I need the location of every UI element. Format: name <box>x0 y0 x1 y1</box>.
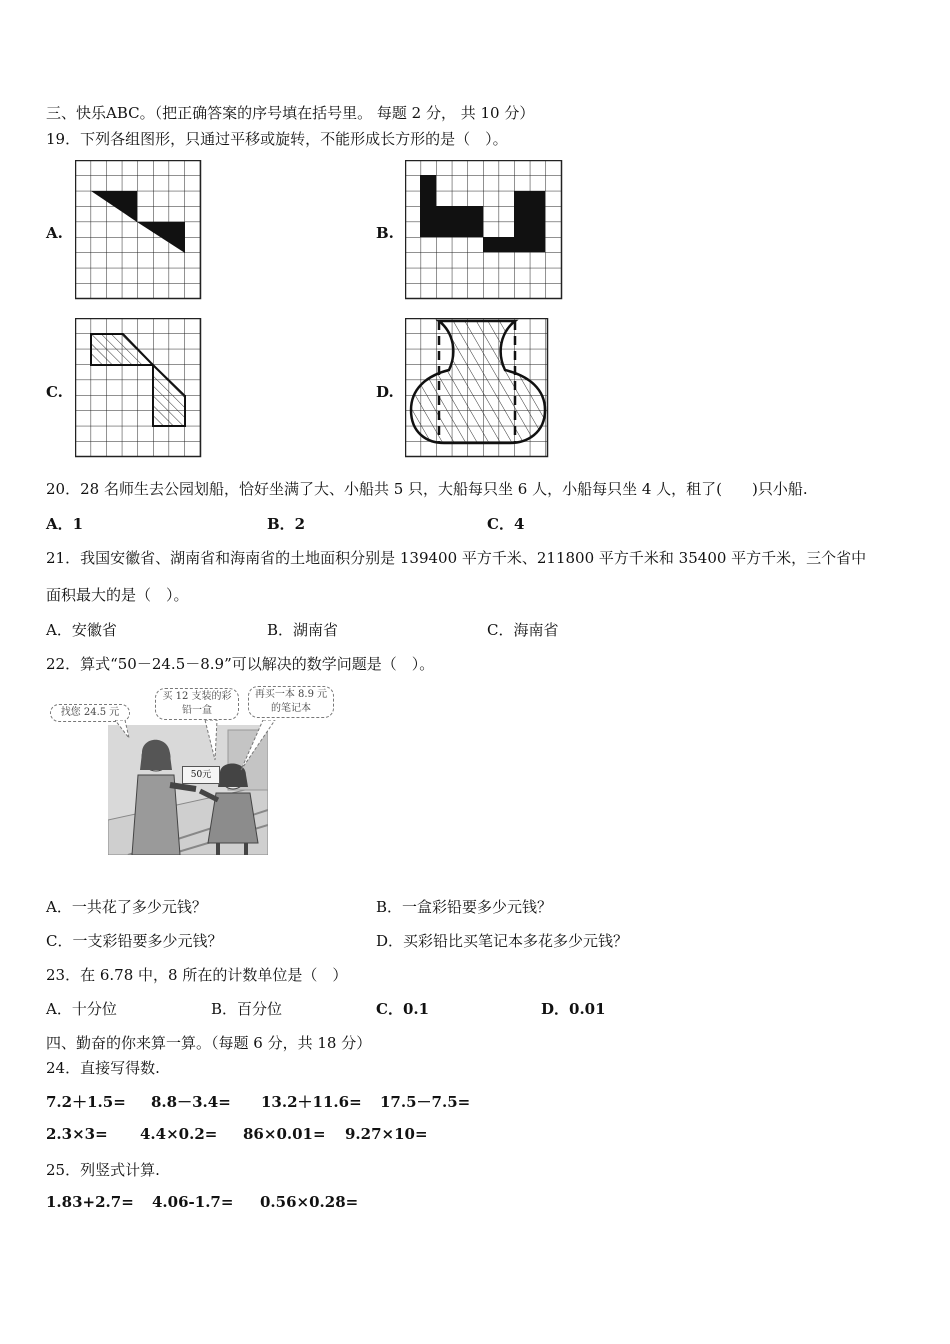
q21-option-b: B．湖南省 <box>267 621 339 639</box>
q19-figure-d <box>405 318 549 458</box>
q24-item-4: 17.5－7.5= <box>380 1093 471 1111</box>
q24-stem: 24．直接写得数. <box>46 1059 160 1077</box>
q22-option-b: B．一盒彩铅要多少元钱？ <box>376 898 553 916</box>
q24-item-1: 7.2＋1.5= <box>46 1093 126 1111</box>
q20-option-b: B．2 <box>267 515 306 533</box>
q21-stem-line2: 面积最大的是（ ）。 <box>46 586 189 604</box>
q24-item-6: 4.4×0.2= <box>140 1125 218 1143</box>
q21-option-c: C．海南省 <box>487 621 559 639</box>
q20-stem: 20．28 名师生去公园划船，恰好坐满了大、小船共 5 只，大船每只坐 6 人，小船每只坐 4 人，租了( )只小船. <box>46 480 808 498</box>
q19-figure-c <box>75 318 203 458</box>
q23-option-b: B．百分位 <box>211 1000 283 1018</box>
q23-stem: 23．在 6.78 中，8 所在的计数单位是（ ） <box>46 966 348 984</box>
q22-option-d: D．买彩铅比买笔记本多花多少元钱？ <box>376 932 629 950</box>
q24-item-3: 13.2＋11.6= <box>261 1093 362 1111</box>
q25-item-3: 0.56×0.28= <box>260 1193 359 1211</box>
section4-title: 四、勤奋的你来算一算。（每题 6 分，共 18 分） <box>46 1034 372 1052</box>
q21-option-a: A．安徽省 <box>46 621 117 639</box>
q25-item-2: 4.06-1.7= <box>152 1193 234 1211</box>
q22-money-sign: 50元 <box>182 766 220 784</box>
q24-item-2: 8.8－3.4= <box>151 1093 231 1111</box>
q19-figure-a <box>75 160 203 300</box>
bubble-tails <box>115 720 305 780</box>
q24-item-8: 9.27×10= <box>345 1125 428 1143</box>
q24-item-7: 86×0.01= <box>243 1125 326 1143</box>
section3-title: 三、快乐ABC。（把正确答案的序号填在括号里。 每题 2 分， 共 10 分） <box>46 104 535 122</box>
q19-label-c: C. <box>46 383 63 401</box>
q19-figure-b <box>405 160 563 300</box>
q23-option-d: D．0.01 <box>541 1000 606 1018</box>
q24-item-5: 2.3×3= <box>46 1125 108 1143</box>
q22-bubble-notebook: 再买一本 8.9 元的笔记本 <box>248 686 334 718</box>
q25-stem: 25．列竖式计算. <box>46 1161 160 1179</box>
q23-option-a: A．十分位 <box>46 1000 117 1018</box>
q19-stem: 19．下列各组图形，只通过平移或旋转，不能形成长方形的是（ ）。 <box>46 130 508 148</box>
q20-option-c: C．4 <box>487 515 525 533</box>
q22-bubble-change: 找您 24.5 元 <box>50 704 130 722</box>
q19-label-b: B. <box>376 224 394 242</box>
q21-stem-line1: 21．我国安徽省、湖南省和海南省的土地面积分别是 139400 平方千米、211800 平方千米和 35400 平方千米，三个省中 <box>46 549 867 567</box>
q23-option-c: C．0.1 <box>376 1000 430 1018</box>
q22-option-a: A．一共花了多少元钱？ <box>46 898 207 916</box>
q19-label-d: D. <box>376 383 394 401</box>
q20-option-a: A．1 <box>46 515 84 533</box>
q22-option-c: C．一支彩铅要多少元钱？ <box>46 932 223 950</box>
q25-item-1: 1.83+2.7= <box>46 1193 134 1211</box>
q19-label-a: A. <box>46 224 63 242</box>
q22-stem: 22．算式“50－24.5－8.9”可以解决的数学问题是（ ）。 <box>46 655 435 673</box>
q22-bubble-pencils: 买 12 支装的彩铅一盒 <box>155 688 239 720</box>
